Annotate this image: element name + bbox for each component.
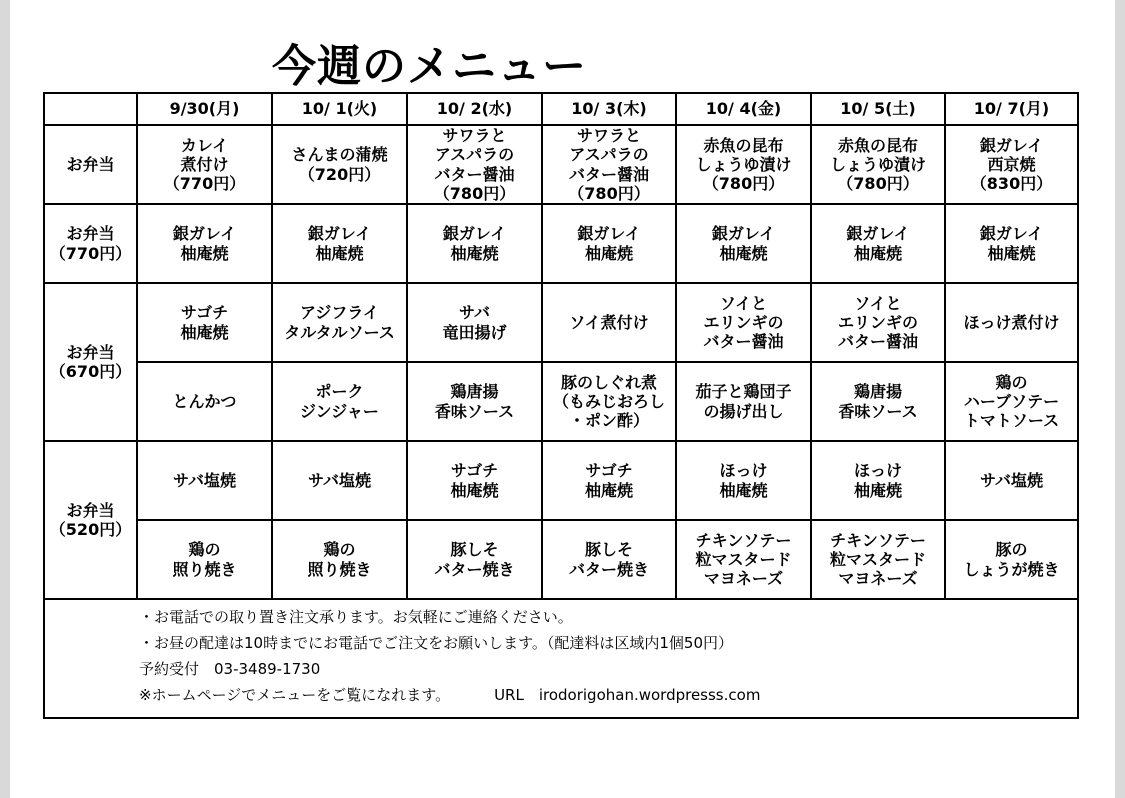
row-label: お弁当 （670円） xyxy=(44,283,137,441)
menu-item: 鶏の 照り焼き xyxy=(137,520,272,599)
menu-row xyxy=(44,204,1078,283)
menu-item: 銀ガレイ 西京焼 （830円） xyxy=(945,125,1078,204)
note-homepage xyxy=(139,682,1077,708)
menu-item: サワラと アスパラの バター醤油 （780円） xyxy=(407,125,542,204)
menu-item: サバ塩焼 xyxy=(945,441,1078,520)
menu-item: サバ 竜田揚げ xyxy=(407,283,542,362)
menu-item: 銀ガレイ 柚庵焼 xyxy=(811,204,945,283)
date-header: 10/ 4(金) xyxy=(676,93,811,125)
note-phone-order: ・お電話での取り置き注文承ります。お気軽にご連絡ください。 xyxy=(139,608,573,626)
menu-item: 豚のしぐれ煮 （もみじおろし ・ポン酢） xyxy=(542,362,676,441)
date-header: 10/ 3(木) xyxy=(542,93,676,125)
weekly-menu-table xyxy=(43,92,1079,719)
note-delivery: ・お昼の配達は10時までにお電話でご注文をお願いします。（配達料は区域内1個50円） xyxy=(139,634,734,652)
row-label: お弁当 （770円） xyxy=(44,204,137,283)
date-header: 10/ 5(土) xyxy=(811,93,945,125)
note-homepage-text: ※ホームページでメニューをご覧になれます。 xyxy=(139,686,451,704)
menu-item: ソイと エリンギの バター醤油 xyxy=(811,283,945,362)
menu-item: 赤魚の昆布 しょうゆ漬け （780円） xyxy=(811,125,945,204)
menu-item: ソイ煮付け xyxy=(542,283,676,362)
menu-item: 茄子と鶏団子 の揚げ出し xyxy=(676,362,811,441)
date-header: 9/30(月) xyxy=(137,93,272,125)
menu-item: さんまの蒲焼 （720円） xyxy=(272,125,407,204)
menu-item: 銀ガレイ 柚庵焼 xyxy=(542,204,676,283)
menu-row xyxy=(44,283,1078,362)
menu-item: チキンソテー 粒マスタード マヨネーズ xyxy=(811,520,945,599)
menu-item: ほっけ煮付け xyxy=(945,283,1078,362)
menu-item: 豚しそ バター焼き xyxy=(542,520,676,599)
menu-item: サゴチ 柚庵焼 xyxy=(407,441,542,520)
row-label: お弁当 （520円） xyxy=(44,441,137,599)
menu-item: 鶏の 照り焼き xyxy=(272,520,407,599)
menu-item: 鶏唐揚 香味ソース xyxy=(811,362,945,441)
menu-item: アジフライ タルタルソース xyxy=(272,283,407,362)
date-header-row xyxy=(44,93,1078,125)
menu-item: サゴチ 柚庵焼 xyxy=(542,441,676,520)
menu-item: カレイ 煮付け （770円） xyxy=(137,125,272,204)
menu-item: 豚しそ バター焼き xyxy=(407,520,542,599)
menu-item: 銀ガレイ 柚庵焼 xyxy=(137,204,272,283)
date-header: 10/ 2(水) xyxy=(407,93,542,125)
menu-row xyxy=(44,441,1078,520)
menu-item: ソイと エリンギの バター醤油 xyxy=(676,283,811,362)
menu-item: サワラと アスパラの バター醤油 （780円） xyxy=(542,125,676,204)
menu-item: チキンソテー 粒マスタード マヨネーズ xyxy=(676,520,811,599)
menu-item: サゴチ 柚庵焼 xyxy=(137,283,272,362)
menu-item: ほっけ 柚庵焼 xyxy=(676,441,811,520)
date-header: 10/ 1(火) xyxy=(272,93,407,125)
homepage-url: URL irodorigohan.wordpresss.com xyxy=(494,686,761,704)
menu-item: 銀ガレイ 柚庵焼 xyxy=(272,204,407,283)
menu-row xyxy=(44,362,1078,441)
menu-item: とんかつ xyxy=(137,362,272,441)
menu-item: 銀ガレイ 柚庵焼 xyxy=(945,204,1078,283)
corner-cell xyxy=(44,93,137,125)
notes-row xyxy=(44,599,1078,718)
menu-item: 鶏の ハーブソテー トマトソース xyxy=(945,362,1078,441)
menu-item: 赤魚の昆布 しょうゆ漬け （780円） xyxy=(676,125,811,204)
menu-item: 銀ガレイ 柚庵焼 xyxy=(676,204,811,283)
menu-item: ポーク ジンジャー xyxy=(272,362,407,441)
menu-page xyxy=(10,0,1115,798)
notes-cell xyxy=(44,599,1078,718)
menu-row xyxy=(44,125,1078,204)
page-title: 今週のメニュー xyxy=(272,41,587,92)
menu-item: 豚の しょうが焼き xyxy=(945,520,1078,599)
menu-item: 鶏唐揚 香味ソース xyxy=(407,362,542,441)
date-header: 10/ 7(月) xyxy=(945,93,1078,125)
menu-item: ほっけ 柚庵焼 xyxy=(811,441,945,520)
menu-item: サバ塩焼 xyxy=(137,441,272,520)
row-label: お弁当 xyxy=(44,125,137,204)
menu-item: サバ塩焼 xyxy=(272,441,407,520)
menu-item: 銀ガレイ 柚庵焼 xyxy=(407,204,542,283)
note-reservation-phone: 予約受付 03-3489-1730 xyxy=(139,660,321,678)
menu-row xyxy=(44,520,1078,599)
